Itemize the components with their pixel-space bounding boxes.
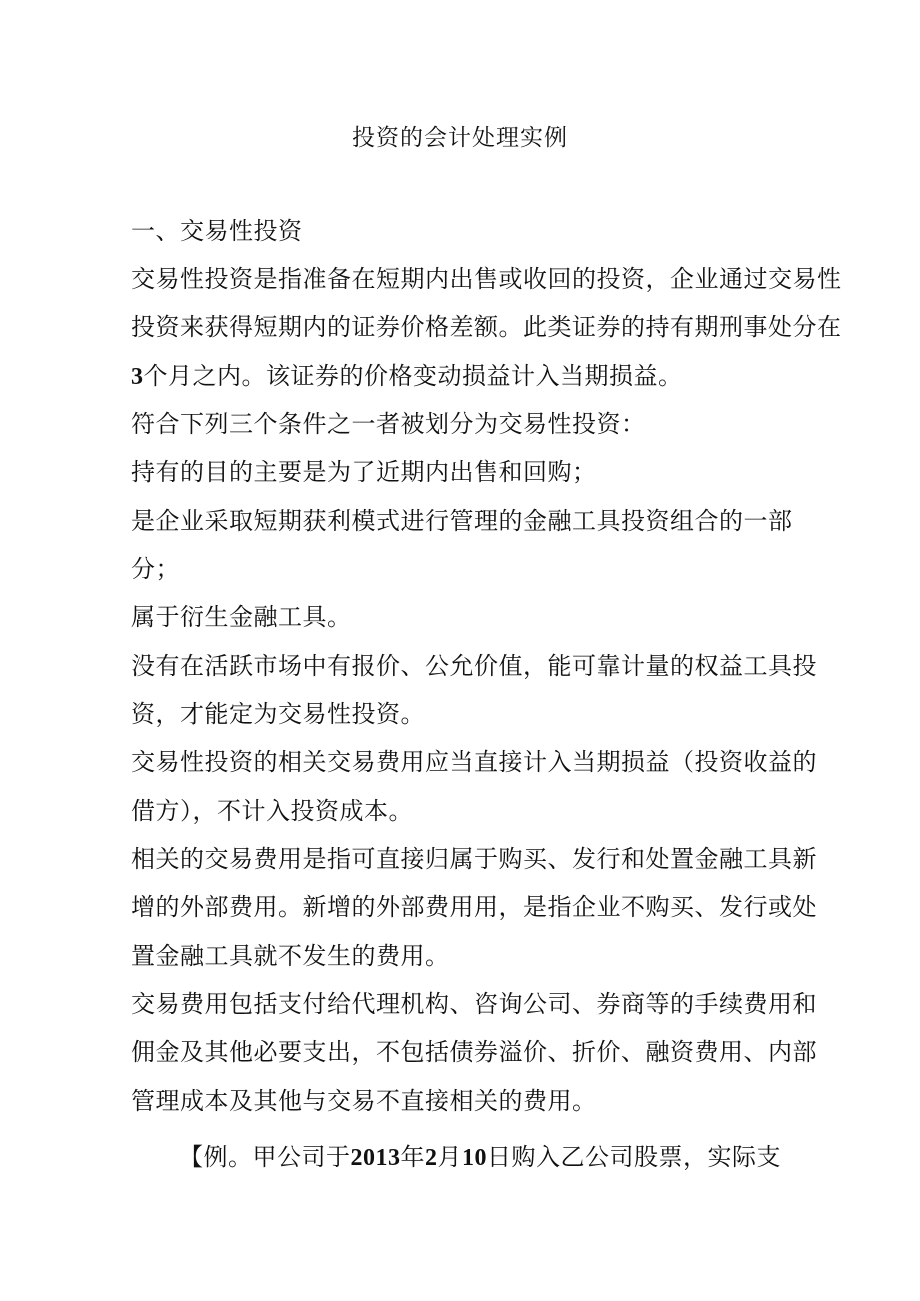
bold-year: 2013 [350,1145,401,1171]
text-span: 月 [437,1143,462,1171]
paragraph-line: 资，才能定为交易性投资。 [131,700,425,728]
paragraph-line [131,359,683,394]
text-span: 个月之内。该证券的价格变动损益计入当期损益。 [143,362,683,390]
bold-day: 10 [462,1145,487,1171]
bold-month: 2 [425,1145,438,1171]
paragraph-line: 投资来获得短期内的证券价格差额。此类证券的持有期刑事处分在 [131,313,842,341]
text-span: 日购入乙公司股票，实际支 [487,1143,781,1171]
paragraph-line: 管理成本及其他与交易不直接相关的费用。 [131,1087,597,1115]
paragraph-line: 持有的目的主要是为了近期内出售和回购； [131,458,597,486]
paragraph-line: 借方），不计入投资成本。 [131,797,413,825]
document-title: 投资的会计处理实例 [352,125,568,151]
paragraph-line: 交易性投资的相关交易费用应当直接计入当期损益（投资收益的 [131,748,817,776]
paragraph-line: 佣金及其他必要支出，不包括债券溢价、折价、融资费用、内部 [131,1038,817,1066]
section-heading: 一、交易性投资 [131,217,303,245]
paragraph-line: 置金融工具就不发生的费用。 [131,942,450,970]
paragraph-line: 相关的交易费用是指可直接归属于购买、发行和处置金融工具新 [131,845,817,873]
paragraph-line: 增的外部费用。新增的外部费用用，是指企业不购买、发行或处 [131,893,817,921]
paragraph-line: 属于衍生金融工具。 [131,603,352,631]
paragraph-line: 是企业采取短期获利模式进行管理的金融工具投资组合的一部 [131,507,793,535]
example-line [179,1140,781,1175]
paragraph-line: 交易性投资是指准备在短期内出售或收回的投资，企业通过交易性 [131,265,842,293]
bold-number: 3 [131,364,144,390]
paragraph-line: 没有在活跃市场中有报价、公允价值，能可靠计量的权益工具投 [131,652,817,680]
text-span: 年 [400,1143,425,1171]
paragraph-line: 分； [131,555,180,583]
paragraph-line: 交易费用包括支付给代理机构、咨询公司、券商等的手续费用和 [131,990,817,1018]
paragraph-line: 符合下列三个条件之一者被划分为交易性投资： [131,410,646,438]
text-span: 【例。甲公司于 [179,1143,351,1171]
